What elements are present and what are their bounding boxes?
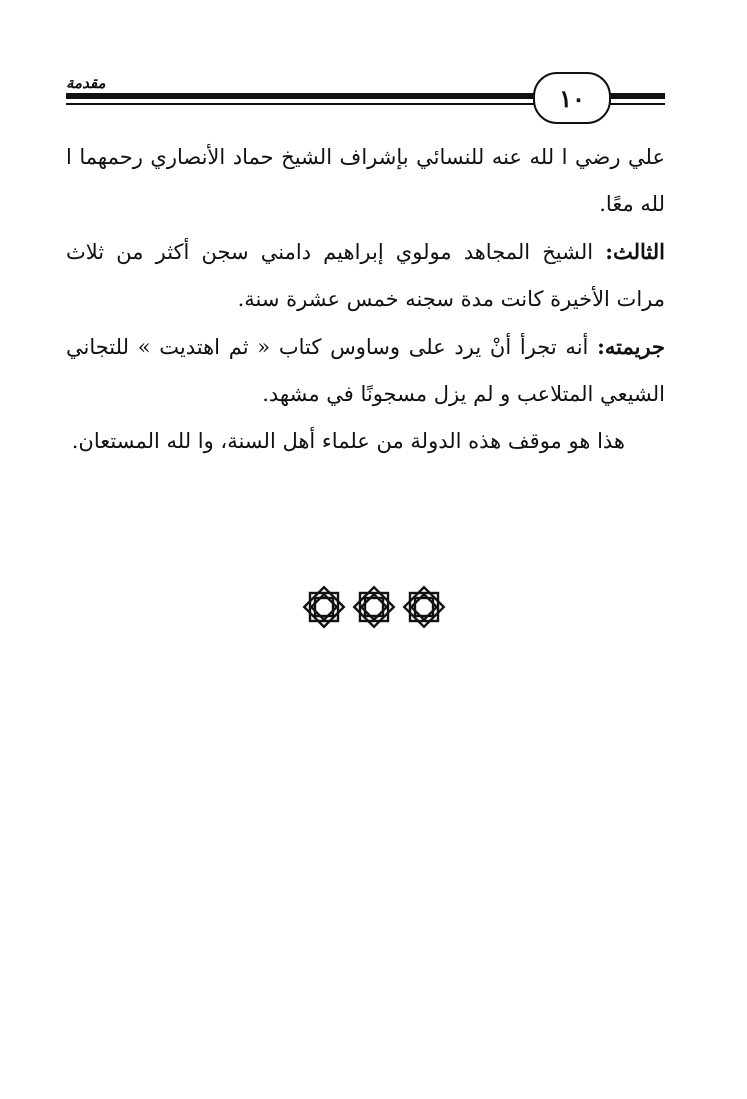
star-ornament-icon xyxy=(301,584,347,630)
page-number-badge xyxy=(533,72,611,124)
page-number: ١٠ xyxy=(559,83,585,113)
paragraph-2-lead: الثالث: xyxy=(605,239,665,264)
header-title: مقدمة xyxy=(66,74,106,92)
paragraph-4-text: هذا هو موقف هذه الدولة من علماء أهل السنة، وا لله المستعان. xyxy=(71,429,625,453)
paragraph-2 xyxy=(66,228,665,323)
paragraph-3-text: أنه تجرأ أنْ يرد على وساوس كتاب « ثم اهتديت » للتجاني الشيعي المتلاعب و لم يزل مسجونًا في مشهد. xyxy=(66,335,665,406)
ornament-row xyxy=(0,584,747,630)
star-ornament-icon xyxy=(401,584,447,630)
paragraph-3-lead: جريمته: xyxy=(597,334,665,359)
paragraph-2-text: الشيخ المجاهد مولوي إبراهيم دامني سجن أكثر من ثلاث مرات الأخيرة كانت مدة سجنه خمس عشرة سنة. xyxy=(66,240,665,311)
paragraph-3 xyxy=(66,323,665,418)
body-text xyxy=(66,134,665,465)
paragraph-1 xyxy=(66,134,665,228)
star-ornament-icon xyxy=(351,584,397,630)
paragraph-4 xyxy=(66,418,665,465)
paragraph-1-text: علي رضي ا لله عنه للنسائي بإشراف الشيخ حماد الأنصاري رحمهما ا لله معًا. xyxy=(66,145,665,216)
